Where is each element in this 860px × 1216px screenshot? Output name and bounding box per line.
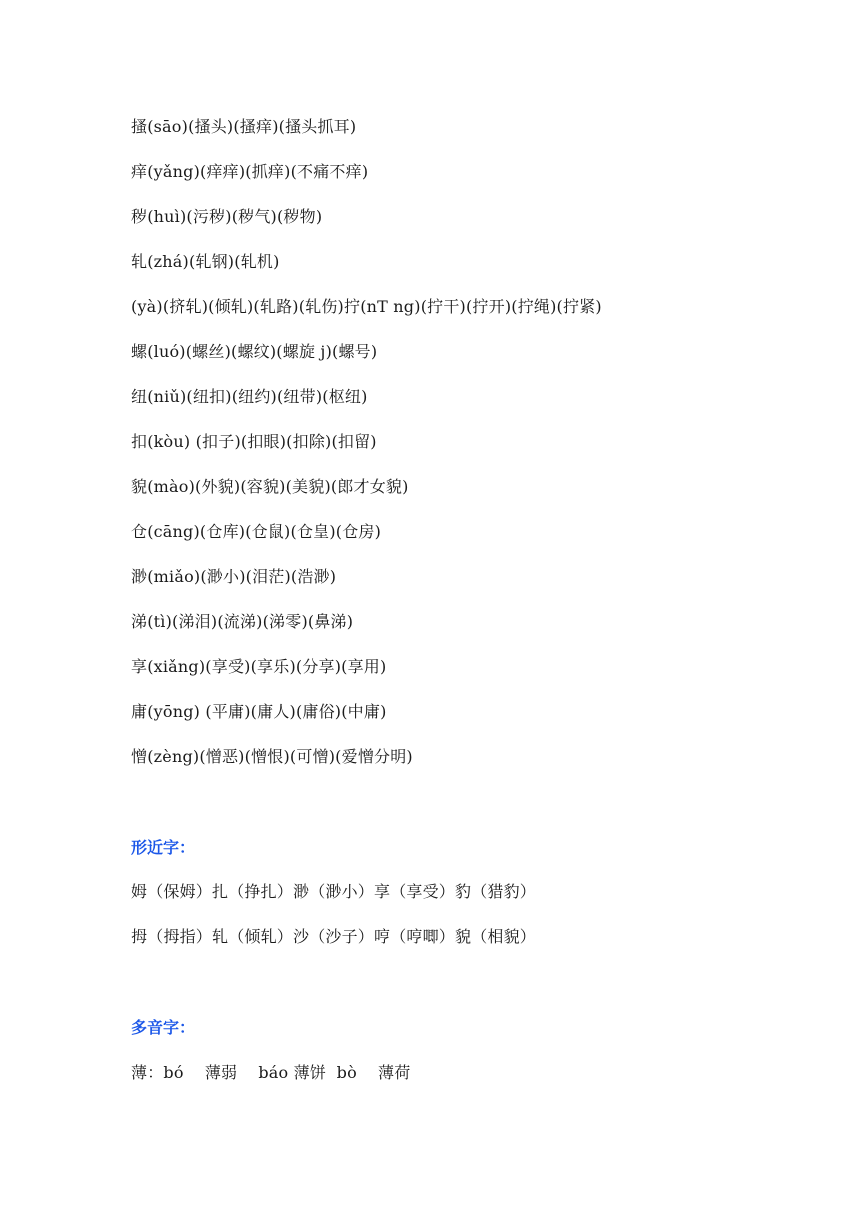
similar-chars-line: 姆（保姆）扎（挣扎）渺（渺小）享（享受）豹（猎豹） — [131, 882, 537, 901]
vocab-line: 痒(yǎng)(痒痒)(抓痒)(不痛不痒) — [131, 162, 369, 181]
vocab-line: 纽(niǔ)(纽扣)(纽约)(纽带)(枢纽) — [131, 387, 368, 406]
vocab-line: 轧(zhá)(轧钢)(轧机) — [131, 252, 280, 271]
vocab-line: 扣(kòu) (扣子)(扣眼)(扣除)(扣留) — [131, 432, 377, 451]
vocab-line: 庸(yōng) (平庸)(庸人)(庸俗)(中庸) — [131, 702, 387, 721]
vocab-line: 仓(cāng)(仓库)(仓鼠)(仓皇)(仓房) — [131, 522, 382, 541]
vocab-line: 搔(sāo)(搔头)(搔痒)(搔头抓耳) — [131, 117, 357, 136]
polyphonic-chars-heading: 多音字： — [131, 1018, 196, 1037]
vocab-line: 貌(mào)(外貌)(容貌)(美貌)(郎才女貌) — [131, 477, 409, 496]
vocab-line: 涕(tì)(涕泪)(流涕)(涕零)(鼻涕) — [131, 612, 354, 631]
vocab-line: 憎(zèng)(憎恶)(憎恨)(可憎)(爱憎分明) — [131, 747, 413, 766]
vocab-line: 渺(miǎo)(渺小)(泪茫)(浩渺) — [131, 567, 337, 586]
vocab-line: 秽(huì)(污秽)(秽气)(秽物) — [131, 207, 323, 226]
vocab-line: 享(xiǎng)(享受)(享乐)(分享)(享用) — [131, 657, 387, 676]
vocab-line: (yà)(挤轧)(倾轧)(轧路)(轧伤)拧(nT ng)(拧干)(拧开)(拧绳)(拧紧) — [131, 297, 602, 316]
similar-chars-line: 拇（拇指）轧（倾轧）沙（沙子）哼（哼唧）貌（相貌） — [131, 927, 537, 946]
similar-chars-heading: 形近字： — [131, 838, 196, 857]
vocab-line: 螺(luó)(螺丝)(螺纹)(螺旋 j)(螺号) — [131, 342, 378, 361]
polyphonic-chars-line: 薄：bó 薄弱 báo 薄饼 bò 薄荷 — [131, 1063, 411, 1082]
